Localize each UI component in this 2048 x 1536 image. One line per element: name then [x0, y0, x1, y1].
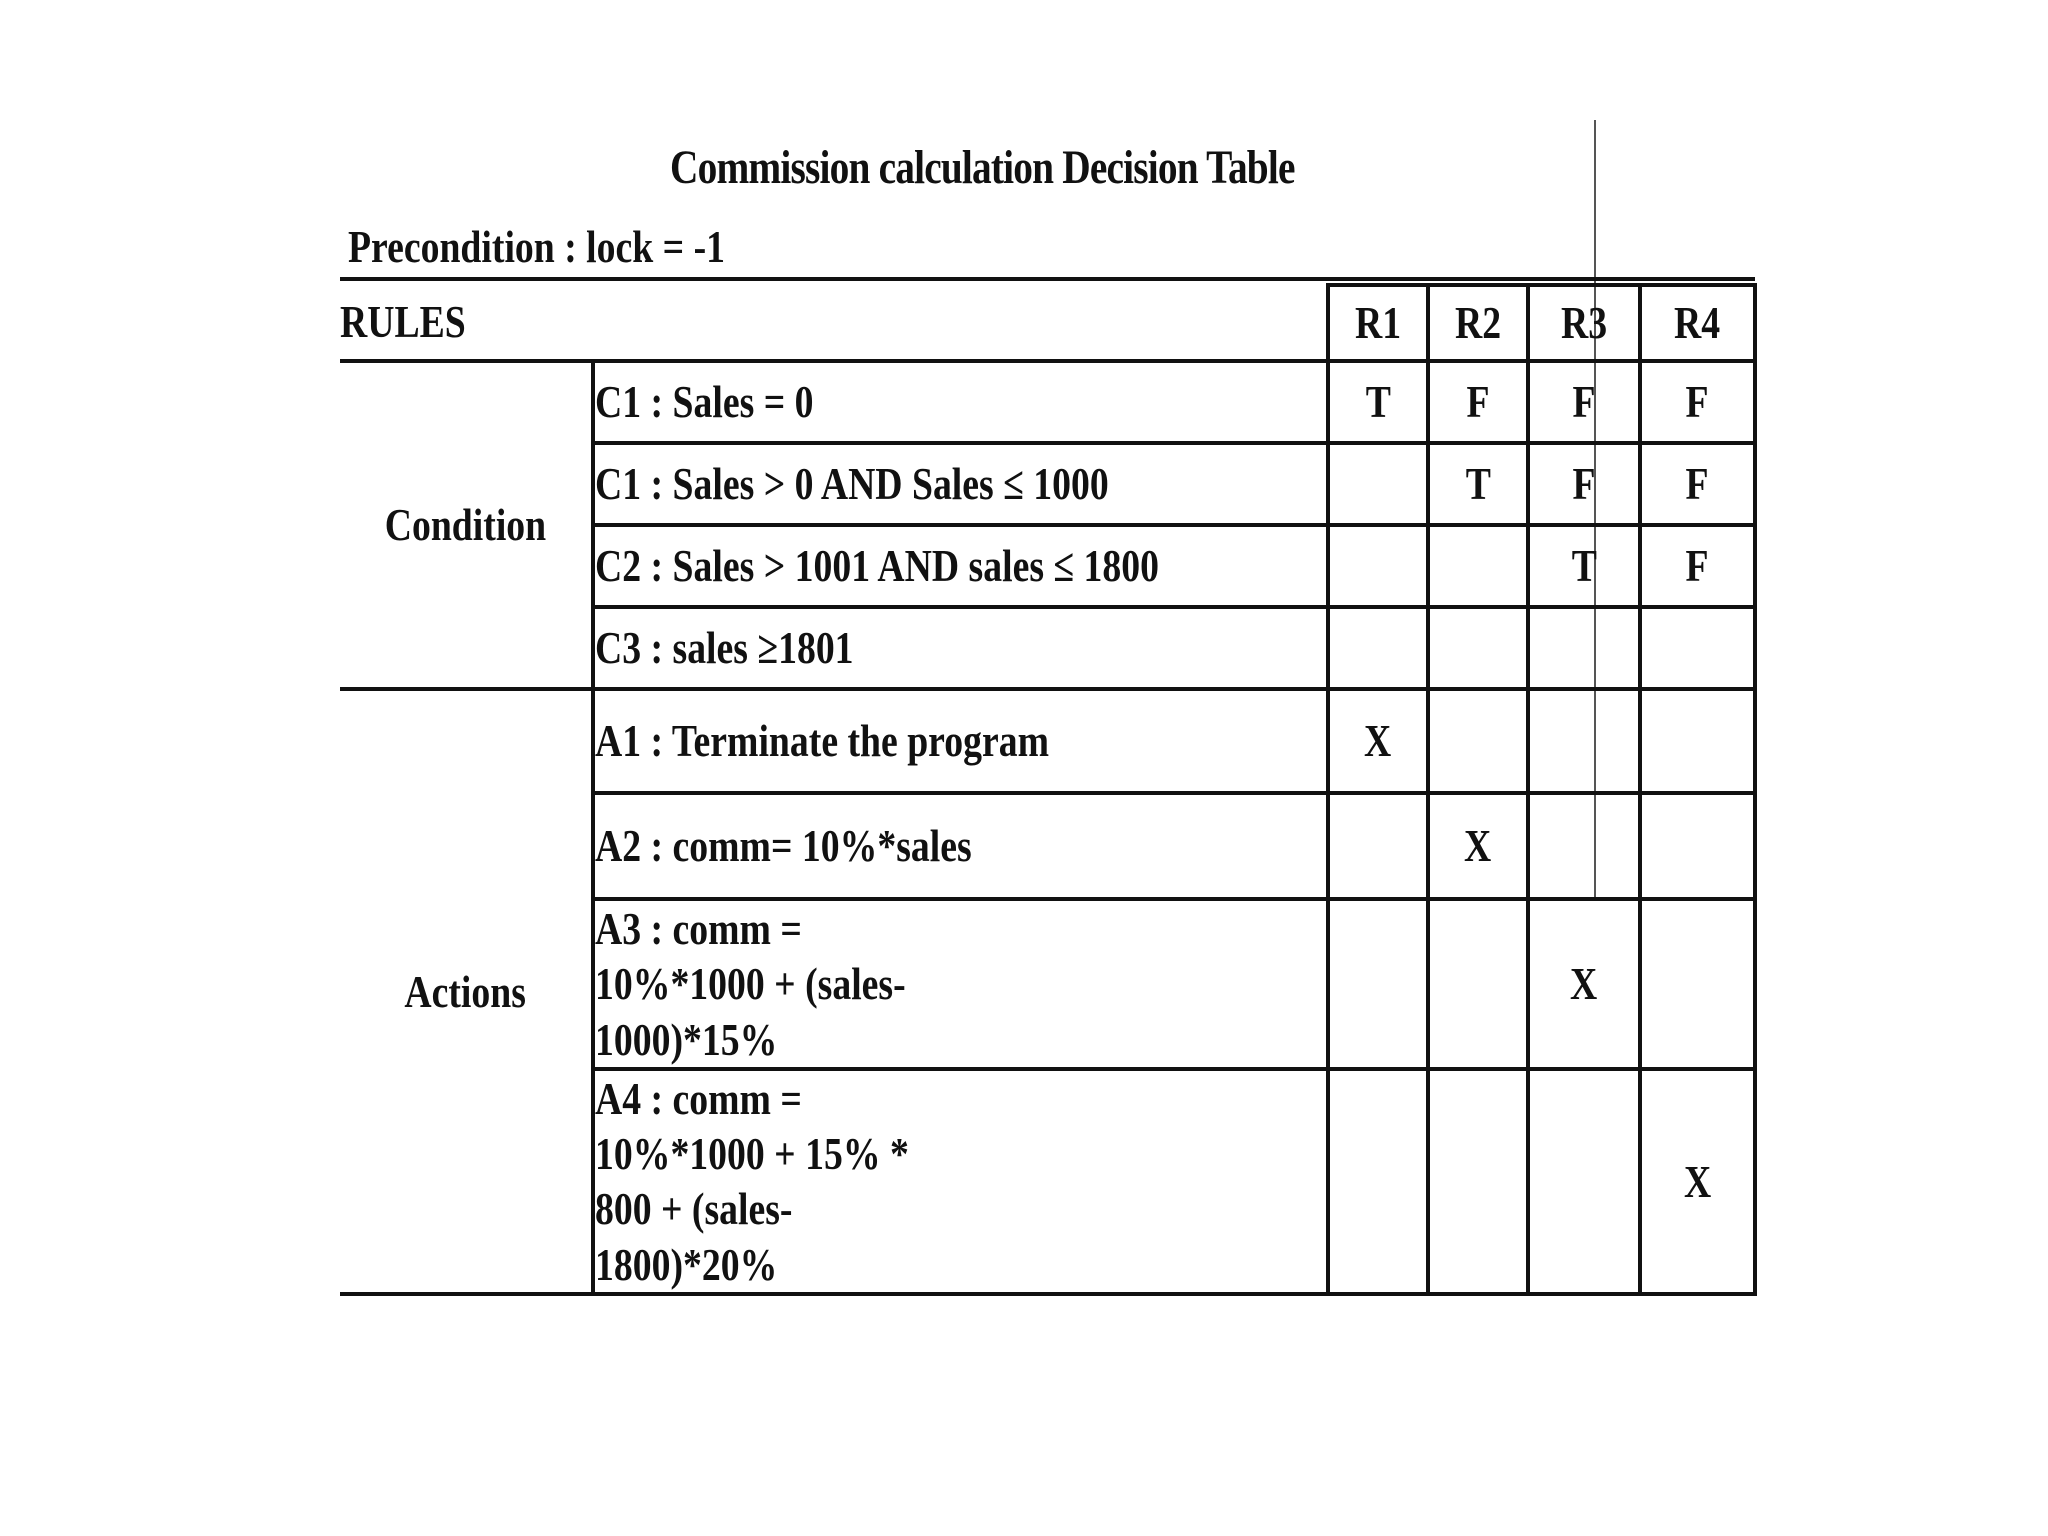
table-cell [1528, 361, 1640, 443]
table-cell [1528, 1069, 1640, 1294]
table-cell [1428, 1069, 1528, 1294]
table-cell [1528, 899, 1640, 1069]
rule-header-label: R4 [1674, 297, 1721, 349]
action-group-cell [340, 689, 593, 1294]
table-cell [1640, 525, 1755, 607]
table-cell [1640, 443, 1755, 525]
precondition-text: Precondition : lock = -1 [348, 221, 726, 272]
table-cell [1640, 689, 1755, 793]
table-cell [1640, 899, 1755, 1069]
table-cell [1428, 361, 1528, 443]
cell-value: X [1364, 715, 1392, 767]
action-label-cell [593, 689, 1328, 793]
table-cell [1328, 361, 1428, 443]
table-cell [1640, 793, 1755, 899]
action-label-cell [593, 1069, 1328, 1294]
cell-value: F [1685, 376, 1710, 428]
cell-value: X [1570, 958, 1598, 1010]
cell-value: F [1572, 458, 1596, 510]
page-title: Commission calculation Decision Table [670, 141, 1295, 194]
rule-header-label: R1 [1354, 297, 1402, 349]
table-cell [1328, 1069, 1428, 1294]
condition-label-cell [593, 443, 1328, 525]
table-cell [1528, 607, 1640, 689]
table-cell [1428, 793, 1528, 899]
cell-value: T [1365, 376, 1391, 428]
table-cell [1528, 793, 1640, 899]
cell-value: F [1685, 540, 1710, 592]
condition-label: C2 : Sales > 1001 AND sales ≤ 1800 [595, 540, 1160, 592]
table-cell [1640, 607, 1755, 689]
table-cell [1528, 443, 1640, 525]
condition-group-cell [340, 361, 593, 689]
action-label: A1 : Terminate the program [595, 715, 1049, 767]
table-cell [1328, 525, 1428, 607]
condition-label: C1 : Sales = 0 [595, 376, 814, 428]
rule-header-r3 [1528, 285, 1640, 361]
cell-value: X [1464, 820, 1492, 872]
table-cell [1640, 361, 1755, 443]
table-cell [1528, 525, 1640, 607]
action-label: A3 : comm = 10%*1000 + (sales-1000)*15% [595, 903, 906, 1065]
cell-value: F [1685, 458, 1710, 510]
decision-table [340, 283, 1757, 1296]
condition-group-label: Condition [384, 499, 547, 551]
table-cell [1428, 689, 1528, 793]
table-cell [1428, 899, 1528, 1069]
action-group-label: Actions [404, 965, 527, 1017]
rule-header-r4 [1640, 285, 1755, 361]
cell-value: X [1683, 1155, 1712, 1207]
table-row [340, 361, 1755, 443]
cell-value: F [1466, 376, 1490, 428]
table-cell [1428, 607, 1528, 689]
action-label: A2 : comm= 10%*sales [595, 820, 972, 872]
table-cell [1428, 443, 1528, 525]
table-cell [1640, 1069, 1755, 1294]
condition-label-cell [593, 361, 1328, 443]
condition-label-cell [593, 525, 1328, 607]
table-header-row [340, 285, 1755, 361]
table-row [340, 689, 1755, 793]
table-cell [1328, 443, 1428, 525]
action-label-cell [593, 793, 1328, 899]
action-label-cell [593, 899, 1328, 1069]
condition-label-cell [593, 607, 1328, 689]
rules-label: RULES [340, 296, 466, 348]
cell-value: T [1465, 458, 1491, 510]
rules-header-cell [340, 285, 1328, 361]
table-cell [1328, 899, 1428, 1069]
table-cell [1328, 793, 1428, 899]
condition-label: C3 : sales ≥1801 [595, 622, 854, 674]
rule-header-r1 [1328, 285, 1428, 361]
condition-label: C1 : Sales > 0 AND Sales ≤ 1000 [595, 458, 1109, 510]
table-cell [1328, 689, 1428, 793]
action-label: A4 : comm = 10%*1000 + 15% * 800 + (sales-1800)*20% [595, 1073, 909, 1290]
cell-value: F [1572, 376, 1596, 428]
precondition-underline [340, 277, 1755, 281]
rule-header-label: R3 [1560, 297, 1608, 349]
rule-header-label: R2 [1454, 297, 1502, 349]
table-cell [1328, 607, 1428, 689]
rule-header-r2 [1428, 285, 1528, 361]
table-cell [1528, 689, 1640, 793]
table-cell [1428, 525, 1528, 607]
cell-value: T [1571, 540, 1597, 592]
